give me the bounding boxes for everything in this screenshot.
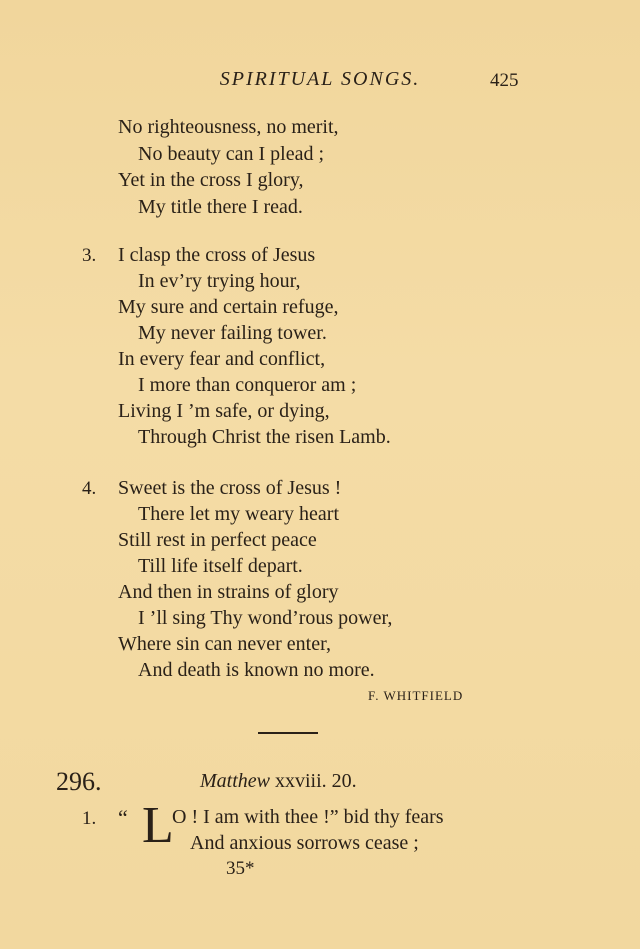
stanza-number: 1. xyxy=(82,808,97,829)
stanza-line: No righteousness, no merit, xyxy=(118,116,339,138)
scripture-book: Matthew xyxy=(200,770,270,792)
stanza-line: In ev’ry trying hour, xyxy=(138,270,301,292)
stanza-line: No beauty can I plead ; xyxy=(138,143,325,165)
stanza-line: I more than conqueror am ; xyxy=(138,374,357,396)
stanza-line: And then in strains of glory xyxy=(118,581,339,603)
scripture-reference xyxy=(200,770,357,793)
stanza-line: Still rest in perfect peace xyxy=(118,529,317,551)
running-header-title: SPIRITUAL SONGS. xyxy=(219,68,421,90)
opening-quote: “ xyxy=(118,805,128,830)
stanza-line: Living I ’m safe, or dying, xyxy=(118,400,330,422)
scripture-chapter-verse: xxviii. 20. xyxy=(275,770,357,792)
stanza-line: Sweet is the cross of Jesus ! xyxy=(118,477,342,499)
stanza-line: My title there I read. xyxy=(138,196,303,218)
page-number: 425 xyxy=(490,70,519,91)
stanza-line: I clasp the cross of Jesus xyxy=(118,244,316,266)
stanza-line: My sure and certain refuge, xyxy=(118,296,339,318)
printer-signature: 35* xyxy=(226,858,255,879)
stanza-number: 4. xyxy=(82,478,97,499)
stanza-line: I ’ll sing Thy wond’rous power, xyxy=(138,607,393,629)
stanza-line: Where sin can never enter, xyxy=(118,633,331,655)
stanza-number: 3. xyxy=(82,245,97,266)
stanza-line: Yet in the cross I glory, xyxy=(118,169,304,191)
hymn-number: 296. xyxy=(56,767,102,796)
stanza-line: My never failing tower. xyxy=(138,322,327,344)
author-attribution: F. WHITFIELD xyxy=(368,688,464,703)
stanza-line: And death is known no more. xyxy=(138,659,375,681)
stanza-line: Through Christ the risen Lamb. xyxy=(138,426,391,448)
stanza-line: In every fear and conflict, xyxy=(118,348,326,370)
stanza-line: There let my weary heart xyxy=(138,503,340,525)
stanza-line: O ! I am with thee !” bid thy fears xyxy=(172,806,444,828)
section-divider xyxy=(258,732,318,734)
drop-cap: L xyxy=(142,797,174,854)
stanza-line: Till life itself depart. xyxy=(138,555,303,577)
stanza-line: And anxious sorrows cease ; xyxy=(190,832,419,854)
